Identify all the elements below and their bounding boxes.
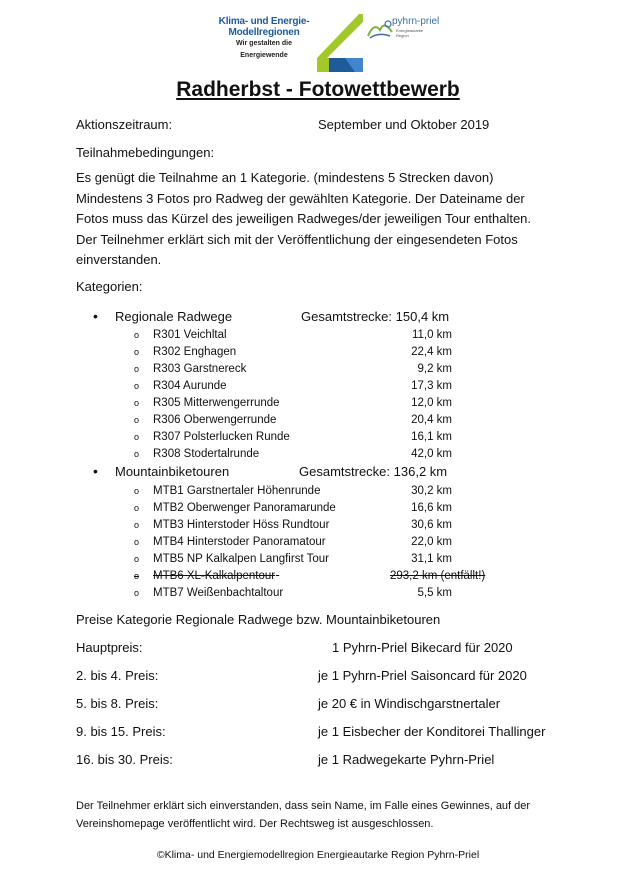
bullet-icon: • xyxy=(93,463,98,479)
kategorien-heading: Kategorien: xyxy=(76,279,143,294)
aktionszeitraum-label: Aktionszeitraum: xyxy=(76,117,173,132)
category-name: Regionale Radwege xyxy=(115,309,233,324)
footer-copyright: ©Klima- und Energiemodellregion Energieautarke Region Pyhrn-Priel xyxy=(156,849,480,861)
route-name: MTB2 Oberwenger Panoramarunde xyxy=(153,502,336,514)
route-km: 9,2 km xyxy=(417,363,452,375)
logo-line-1: Klima- und Energie- xyxy=(218,16,310,27)
route-name: R301 Veichltal xyxy=(153,329,227,341)
category-total: Gesamtstrecke: 136,2 km xyxy=(299,464,448,479)
route-name: MTB5 NP Kalkalpen Langfirst Tour xyxy=(153,553,329,565)
disclaimer-line: Vereinshomepage veröffentlicht wird. Der Rechtsweg ist ausgeschlossen. xyxy=(76,818,434,830)
teilnahme-heading: Teilnahmebedingungen: xyxy=(76,145,215,160)
teilnahme-line: Der Teilnehmer erklärt sich mit der Veröffentlichung der eingesendeten Fotos xyxy=(76,231,518,247)
teilnahme-line: Fotos muss das Kürzel des jeweiligen Radweges/der jeweiligen Tour enthalten. xyxy=(76,211,532,226)
circle-bullet-icon: o xyxy=(134,432,140,442)
route-km: 17,3 km xyxy=(411,380,452,392)
route-name: R305 Mitterwengerrunde xyxy=(153,397,280,409)
route-name: R306 Oberwengerrunde xyxy=(153,414,277,426)
logo-line-3: Wir gestalten die Energiewende xyxy=(236,40,292,59)
prize-rank: 5. bis 8. Preis: xyxy=(76,696,159,711)
circle-bullet-icon: o xyxy=(134,588,140,598)
prize-rank: 9. bis 15. Preis: xyxy=(76,724,166,739)
circle-bullet-icon: o xyxy=(134,554,140,564)
teilnahme-line: Mindestens 3 Fotos pro Radweg der gewählten Kategorie. Der Dateiname der xyxy=(76,190,525,206)
kem-logo-mark-icon xyxy=(315,14,363,74)
prize-value: 1 Pyhrn-Priel Bikecard für 2020 xyxy=(332,640,513,655)
pyhrn-priel-sub-2: Region xyxy=(396,33,409,38)
route-name: R304 Aurunde xyxy=(153,380,227,392)
circle-bullet-icon: o xyxy=(134,486,140,496)
preise-heading: Preise Kategorie Regionale Radwege bzw. Mountainbiketouren xyxy=(76,612,441,627)
route-name: MTB3 Hinterstoder Höss Rundtour xyxy=(153,519,330,531)
pyhrn-priel-sub-1: Energieautarke xyxy=(396,28,424,33)
route-km: 22,0 km xyxy=(411,536,452,548)
circle-bullet-icon: o xyxy=(134,520,140,530)
pyhrn-priel-title: pyhrn-priel xyxy=(392,16,440,27)
route-km: 16,1 km xyxy=(411,431,452,443)
circle-bullet-icon: o xyxy=(134,347,140,357)
prize-value: je 1 Pyhrn-Priel Saisoncard für 2020 xyxy=(318,668,527,683)
route-name: R307 Polsterlucken Runde xyxy=(153,431,290,443)
teilnahme-line: Es genügt die Teilnahme an 1 Kategorie. (mindestens 5 Strecken davon) xyxy=(76,170,494,185)
route-km: 30,6 km xyxy=(411,519,452,531)
route-km: 12,0 km xyxy=(411,397,452,409)
prize-rank: 2. bis 4. Preis: xyxy=(76,668,159,683)
route-name: MTB4 Hinterstoder Panoramatour xyxy=(153,536,326,548)
disclaimer-line: Der Teilnehmer erklärt sich einverstanden, dass sein Name, im Falle eines Gewinnes, auf der xyxy=(76,800,531,812)
route-km: 30,2 km xyxy=(411,485,452,497)
circle-bullet-icon: o xyxy=(134,330,140,340)
route-km: 16,6 km xyxy=(411,502,452,514)
kem-logo xyxy=(214,16,314,62)
route-km: 22,4 km xyxy=(411,346,452,358)
route-name: R303 Garstnereck xyxy=(153,363,247,375)
route-km: 11,0 km xyxy=(411,329,452,341)
circle-bullet-icon: o xyxy=(134,381,140,391)
category-total: Gesamtstrecke: 150,4 km xyxy=(301,309,450,324)
prize-rank: Hauptpreis: xyxy=(76,640,143,655)
teilnahme-line: einverstanden. xyxy=(76,252,162,267)
teilnahme-paragraph xyxy=(76,168,576,271)
prize-value: je 1 Eisbecher der Konditorei Thallinger xyxy=(318,724,546,739)
route-km: 31,1 km xyxy=(411,553,452,565)
route-km-cancelled: 293,2 km (entfällt!) xyxy=(390,570,486,582)
page-title: Radherbst - Fotowettbewerb xyxy=(176,78,460,101)
category-name: Mountainbiketouren xyxy=(115,464,230,479)
circle-bullet-icon: o xyxy=(134,537,140,547)
route-name: MTB1 Garstnertaler Höhenrunde xyxy=(153,485,321,497)
route-name: MTB7 Weißenbachtaltour xyxy=(153,587,284,599)
circle-bullet-icon: o xyxy=(134,503,140,513)
route-km: 42,0 km xyxy=(411,448,452,460)
circle-bullet-icon: o xyxy=(134,364,140,374)
route-km: 20,4 km xyxy=(411,414,452,426)
prize-value: je 1 Radwegekarte Pyhrn-Priel xyxy=(318,752,495,767)
aktionszeitraum-value: September und Oktober 2019 xyxy=(318,117,490,132)
strike-gap xyxy=(276,569,391,583)
bullet-icon: • xyxy=(93,308,98,324)
route-name: R308 Stodertalrunde xyxy=(153,448,260,460)
logo-line-2: Modellregionen xyxy=(228,27,300,38)
circle-bullet-icon: o xyxy=(134,571,140,581)
route-name-cancelled: MTB6 XL-Kalkalpentour xyxy=(153,570,276,582)
circle-bullet-icon: o xyxy=(134,398,140,408)
circle-bullet-icon: o xyxy=(134,415,140,425)
route-name: R302 Enghagen xyxy=(153,346,237,358)
route-km: 5,5 km xyxy=(417,587,452,599)
circle-bullet-icon: o xyxy=(134,449,140,459)
prize-rank: 16. bis 30. Preis: xyxy=(76,752,173,767)
prize-value: je 20 € in Windischgarstnertaler xyxy=(318,696,501,711)
